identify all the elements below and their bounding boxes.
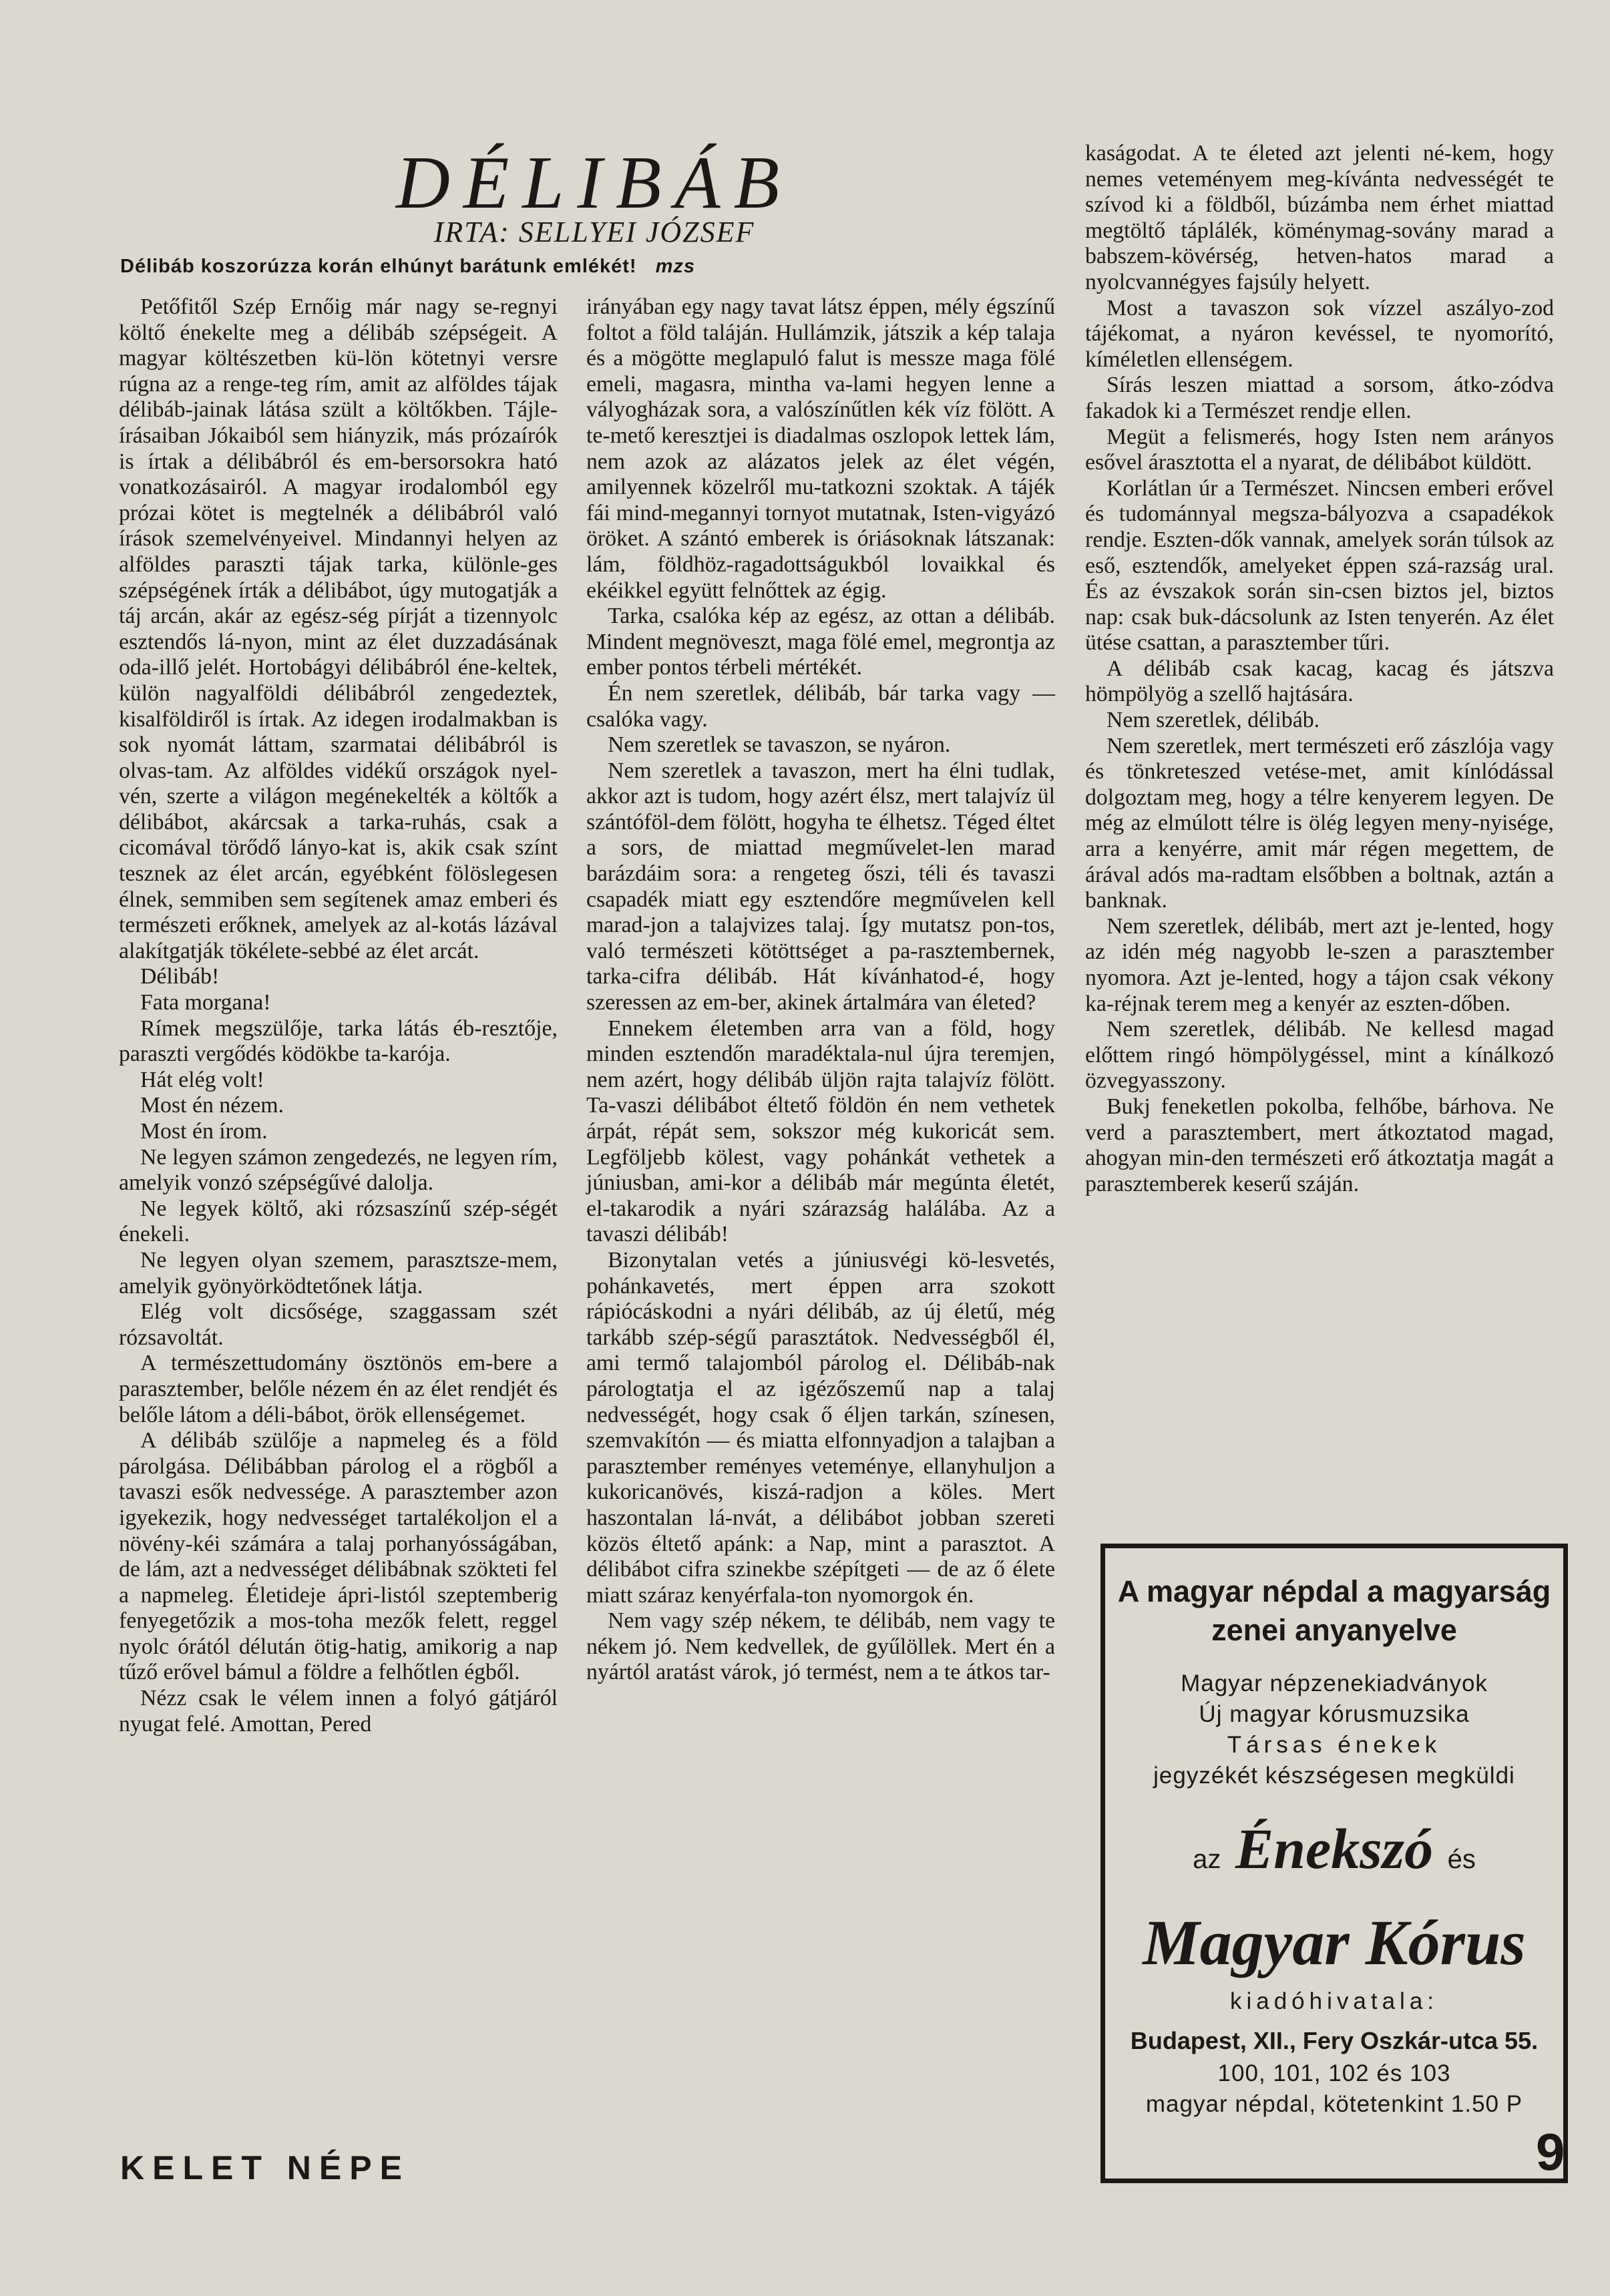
paragraph: Nem szeretlek se tavaszon, se nyáron.	[608, 732, 951, 758]
ad-brand-1: Énekszó	[1235, 1817, 1434, 1881]
ad-line-2: Új magyar kórusmuzsika	[1199, 1701, 1470, 1727]
paragraph: Most én nézem.	[140, 1093, 284, 1118]
paragraph: A délibáb csak kacag, kacag és játszva hömpölyög a szellő hajtására.	[1085, 656, 1554, 707]
paragraph: Petőfitől Szép Ernőig már nagy se-regnyi költő énekelte meg a délibáb szépségeit. A magyar költészetben kü-lön kötetnyi versre rúgna az a renge-teg rím, amit az alföldes tájak délibáb-jainak látása szült a költőkben. Tájle-írásaiban Jókaiból sem hiányzik, más prózaírók is írtak a délibábról és em-bersorsokra ható vonatkozásairól. A magyar irodalomból egy prózai kötet is megtelnék a délibábról való írások szemelvényeivel. Mindannyi helyen az alföldes paraszti tájak tarka, különle-ges szépségének írták a délibábot, úgy mutogatják a táj arcán, akár az egész-ség pírját a tizennyolc esztendős lá-nyon, mint az élet duzzadásának oda-illő jelét. Hortobágyi délibábról éne-keltek, külön nagyalföldi délibábról zengedeztek, kisalföldiről is írtak. Az idegen irodalmakban is sok nyomát láttam, szarmatai délibábról is olvas-tam. Az alföldes vidékű országok nyel-vén, szerte a világon megénekelték a költők a délibábot, akárcsak a tarka-ruhás, csak a cicomával törődő lányo-kat is, akik csak színt tesznek az élet arcán, egyébként fölöslegesen élnek, semmiben sem segítenek amaz emberi és természeti erőknek, amelyek az al-kotás lázával alakítgatják tökélete-sebbé az élet arcát.	[119, 294, 558, 963]
ad-numbers: 100, 101, 102 és 103	[1217, 2060, 1451, 2086]
text-column-1	[119, 294, 558, 1737]
ad-headline-2: zenei anyanyelve	[1211, 1613, 1457, 1647]
paragraph: Most a tavaszon sok vízzel aszályo-zod tájékomat, a nyáron kevéssel, te nyomorító, kíméletlen ellenségem.	[1085, 295, 1554, 372]
paragraph: A természettudomány ösztönös em-bere a parasztember, belőle nézem én az élet rendjét és belőle látom a déli-bábot, örök ellenségemet.	[119, 1351, 558, 1427]
page-number: 9	[1536, 2122, 1565, 2181]
dedication-signature: mzs	[655, 256, 695, 277]
ad-office: kiadóhivatala:	[1229, 1988, 1439, 2014]
ad-es: és	[1447, 1845, 1476, 1874]
paragraph: Nem vagy szép nékem, te délibáb, nem vagy te nékem jó. Nem kedvellek, de gyűlöllek. Mert én a nyártól aratást várok, jó termést, nem a te átkos tar-	[586, 1608, 1055, 1685]
ad-line-4: jegyzékét készségesen megküldi	[1153, 1763, 1515, 1789]
article-byline: IRTA: SELLYEI JÓZSEF	[433, 216, 755, 248]
paragraph: Nem szeretlek a tavaszon, mert ha élni tudlak, akkor azt is tudom, hogy azért élsz, mert talajvíz ül szántóföl-dem fölött, hogyha te élhetsz. Téged éltet a sors, de miattad megművelet-len marad barázdáim sora: a rengeteg őszi, téli és tavaszi csapadék miatt egy esztendőre megművelen kell marad-jon a talajvizes talaj. Így mutatsz pon-tos, való természeti kötöttséget a pa-rasztembernek, tarka-cifra délibáb. Hát kívánhatod-é, hogy szeressen az em-ber, akinek ártalmára van életed?	[586, 758, 1055, 1015]
advertisement-box	[1100, 1544, 1568, 2183]
ad-az: az	[1193, 1845, 1221, 1874]
text-column-3	[1085, 141, 1554, 1197]
paragraph: Ne legyen olyan szemem, parasztsze-mem, amelyik gyönyörködtetőnek látja.	[119, 1247, 558, 1299]
paragraph: Nem szeretlek, délibáb. Ne kellesd magad előttem ringó hömpölygéssel, mint a kínálkozó özvegyasszony.	[1085, 1017, 1554, 1094]
ad-line-3: Társas énekek	[1227, 1732, 1442, 1758]
paragraph: Fata morgana!	[140, 990, 271, 1015]
paragraph: Hát elég volt!	[140, 1067, 264, 1092]
paragraph: Nem szeretlek, délibáb.	[1106, 708, 1320, 733]
article-title: DÉLIBÁB	[395, 142, 793, 224]
paragraph: Ennekem életemben arra van a föld, hogy minden esztendőn maradéktala-nul újra teremjen, nem azért, hogy délibáb üljön rajta talajvíz fölött. Ta-vaszi délibábot éltető földön én nem vethetek árpát, répát sem, sokszor még kukoricát sem. Legföljebb kölest, vagy pohánkát vethetek a júniusban, ami-kor a délibáb már megúnta életét, el-takarodik a nyári szárazság halálába. Az a tavaszi délibáb!	[586, 1015, 1055, 1247]
article-dedication	[120, 256, 962, 278]
paragraph: irányában egy nagy tavat látsz éppen, mély égszínű foltot a föld taláján. Hullámzik, játszik a kép talaja és a mögötte meglapuló falut is messze maga fölé emeli, magasra, mintha va-lami hegyen lenne a vályogházak sora, a valószínűtlen kék víz fölött. A te-mető keresztjei is diadalmas oszlopok lettek lám, nem azok az alázatos jelek az élet végén, amilyennek közelről mu-tatkozni szoktak. A tájék fái mind-megannyi tornyot mutatnak, Isten-vigyázó öröket. A szántó emberek is óriásoknak látszanak: lám, földhöz-ragadottságukból lovaikkal és ekéikkel együtt felnőttek az égig.	[586, 294, 1055, 603]
paragraph: Bizonytalan vetés a júniusvégi kö-lesvetés, pohánkavetés, mert éppen arra szokott rápiócáskodni a nyári délibáb, az új életű, még tarkább szép-ségű parasztátok. Nedvességből él, ami termő talajomból párolog el. Délibáb-nak párologtatja el az igézőszemű nap a talaj nedvességét, hogy csak ő éljen tarkán, színesen, szemvakítón — és miatta elfonnyadjon a talajban a parasztember reményes veteménye, ellanyhuljon a kukoricanövés, kiszá-radjon a köles. Mert haszontalan lá-nvát, a délibábot jobban szereti közös éltető apánk: a Nap, mint a parasztot. A délibábot cifra szinekbe szépítgeti — de az ő élete miatt száraz kenyérfala-ton nyomorgok én.	[586, 1247, 1055, 1608]
paragraph: Nem szeretlek, mert természeti erő zászlója vagy és tönkreteszed vetése-met, amit kínlódással dolgoztam meg, hogy a télre kenyerem legyen. De még az elmúlott télre is ölég legyen meny-nyisége, arra a kenyérre, amit már régen megettem, de árával adós ma-radtam elsőbben a boltnak, aztán a banknak.	[1085, 733, 1554, 913]
ad-brand-enekszo	[1105, 1809, 1563, 1899]
paragraph: Megüt a felismerés, hogy Isten nem arányos esővel árasztotta el a nyarat, de délibábot küldött.	[1085, 424, 1554, 475]
paragraph: Bukj feneketlen pokolba, felhőbe, bárhova. Ne verd a parasztembert, mert átkoztatod magad, ahogyan min-den természeti erő átkoztatja magát a parasztemberek keserű száján.	[1085, 1094, 1554, 1196]
paragraph: Nem szeretlek, délibáb, mert azt je-lented, hogy az idén még nagyobb le-szen a parasztember nyomora. Azt je-lented, hogy a tájon csak vékony ka-réjnak terem meg a kenyér az eszten-dőben.	[1085, 913, 1554, 1016]
ad-line-1: Magyar népzenekiadványok	[1181, 1670, 1488, 1696]
paragraph: Délibáb!	[140, 964, 220, 989]
paragraph: kaságodat. A te életed azt jelenti né-kem, hogy nemes veteményem meg-kívánta nedvességét te szívod ki a földből, búzámba nem érhet miattad megtöltő táplálék, köménymag-sovány marad a babszem-kövérség, hetven-hatos marad a nyolcvannégyes fajsúly helyett.	[1085, 141, 1554, 294]
paragraph: Korlátlan úr a Természet. Nincsen emberi erővel és tudománnyal megsza-bályozva a csapadékok rendje. Eszten-dők vannak, amelyek során túlsok az eső, esztendők, amelyeket éppen szá-razság ural. És az évszakok során sin-csen biztos jel, biztos nap: csak buk-dácsolunk az Isten tenyerén. Az élet ütése csattan, a parasztember tűri.	[1085, 475, 1554, 656]
paragraph: Most én írom.	[140, 1119, 268, 1144]
paragraph: Sírás leszen miattad a sorsom, átko-zódva fakadok ki a Természet rendje ellen.	[1085, 373, 1554, 423]
dedication-text: Délibáb koszorúzza korán elhúnyt barátunk emlékét!	[120, 256, 637, 277]
ad-price: magyar népdal, kötetenkint 1.50 P	[1145, 2091, 1523, 2117]
ad-brand-2: Magyar Kórus	[1143, 1907, 1526, 1978]
paragraph: Tarka, csalóka kép az egész, az ottan a délibáb. Mindent megnöveszt, maga fölé emel, megrontja az ember pontos térbeli mértékét.	[586, 604, 1055, 680]
paragraph: Ne legyek költő, aki rózsaszínű szép-ségét énekeli.	[119, 1196, 558, 1247]
text-column-2	[586, 294, 1055, 1686]
paragraph: Én nem szeretlek, délibáb, bár tarka vagy — csalóka vagy.	[586, 680, 1055, 732]
paragraph: A délibáb szülője a napmeleg és a föld párolgása. Délibábban párolog el a rögből a tavaszi esők nedvessége. A parasztember azon igyekezik, hogy nedvességet tartalékoljon el a növény-kéi számára a talaj porhanyósságában, de lám, azt a nedvességet délibábnak szökteti fel a napmeleg. Életideje ápri-listól szeptemberig fenyegetőzik a mos-toha mezők felett, reggel nyolc órától délután ötig-hatig, amikorig a nap tűző erővel bámul a földre a felhőtlen égből.	[119, 1428, 558, 1685]
paragraph: Elég volt dicsősége, szaggassam szét rózsavoltát.	[119, 1299, 558, 1350]
paragraph: Rímek megszülője, tarka látás éb-resztője, paraszti vergődés ködökbe ta-karója.	[119, 1015, 558, 1067]
paragraph: Nézz csak le vélem innen a folyó gátjáról nyugat felé. Amottan, Pered	[119, 1686, 558, 1737]
paragraph: Ne legyen számon zengedezés, ne legyen rím, amelyik vonzó szépségűvé dalolja.	[119, 1144, 558, 1196]
magazine-name: KELET NÉPE	[120, 2149, 410, 2187]
ad-headline-1: A magyar népdal a magyarság	[1117, 1574, 1551, 1608]
ad-address: Budapest, XII., Fery Oszkár-utca 55.	[1130, 2027, 1539, 2054]
